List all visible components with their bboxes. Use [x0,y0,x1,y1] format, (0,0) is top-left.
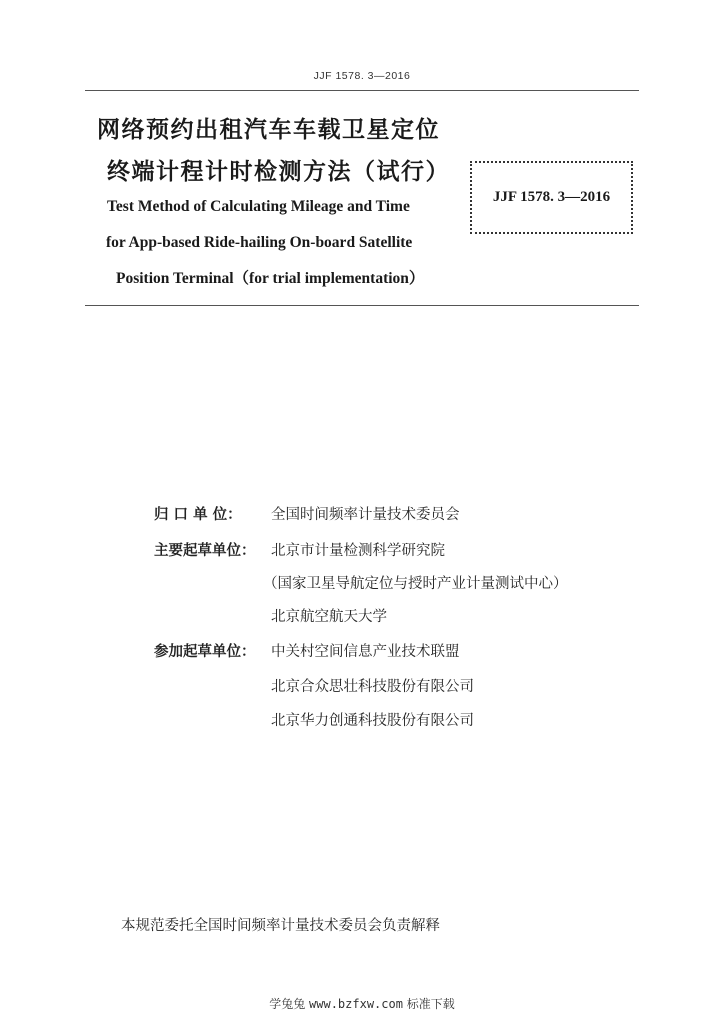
standard-code-box [470,161,633,234]
participating-unit-1: 中关村空间信息产业技术联盟 [271,644,460,660]
header-divider [85,90,639,91]
title-en-line1: Test Method of Calculating Mileage and Time [107,198,410,215]
main-drafting-unit-2: （国家卫星导航定位与授时产业计量测试中心） [263,576,568,592]
main-drafting-unit-3: 北京航空航天大学 [271,609,387,625]
watermark-suffix: 标准下载 [406,997,455,1011]
title-cn-line1: 网络预约出租汽车车载卫星定位 [97,117,440,143]
participating-row [154,640,460,661]
main-drafting-row [154,539,445,560]
watermark [0,995,724,1012]
responsible-unit: 全国时间频率计量技术委员会 [271,507,460,523]
title-cn-line2: 终端计程计时检测方法（试行） [107,159,450,185]
title-divider [85,305,639,306]
standard-code: JJF 1578. 3—2016 [492,189,611,205]
participating-row-3 [271,709,474,730]
interpretation-note: 本规范委托全国时间频率计量技术委员会负责解释 [121,918,440,934]
participating-row-2 [271,675,474,696]
responsible-unit-label: 归 口 单 位： [154,507,242,523]
participating-unit-3: 北京华力创通科技股份有限公司 [271,713,474,729]
header-standard-code: JJF 1578. 3—2016 [313,70,411,82]
main-drafting-row-2 [263,572,568,593]
main-drafting-label: 主要起草单位： [154,543,256,559]
responsible-unit-row [154,503,460,524]
title-en-line3: Position Terminal（for trial implementation） [116,270,425,287]
participating-label: 参加起草单位： [154,644,256,660]
watermark-prefix: 学兔兔 [269,997,306,1011]
title-en-line2: for App-based Ride-hailing On-board Satellite [106,234,413,251]
participating-unit-2: 北京合众思壮科技股份有限公司 [271,679,474,695]
main-drafting-unit-1: 北京市计量检测科学研究院 [271,543,445,559]
main-drafting-row-3 [271,605,387,626]
watermark-url[interactable]: www.bzfxw.com [309,997,403,1011]
